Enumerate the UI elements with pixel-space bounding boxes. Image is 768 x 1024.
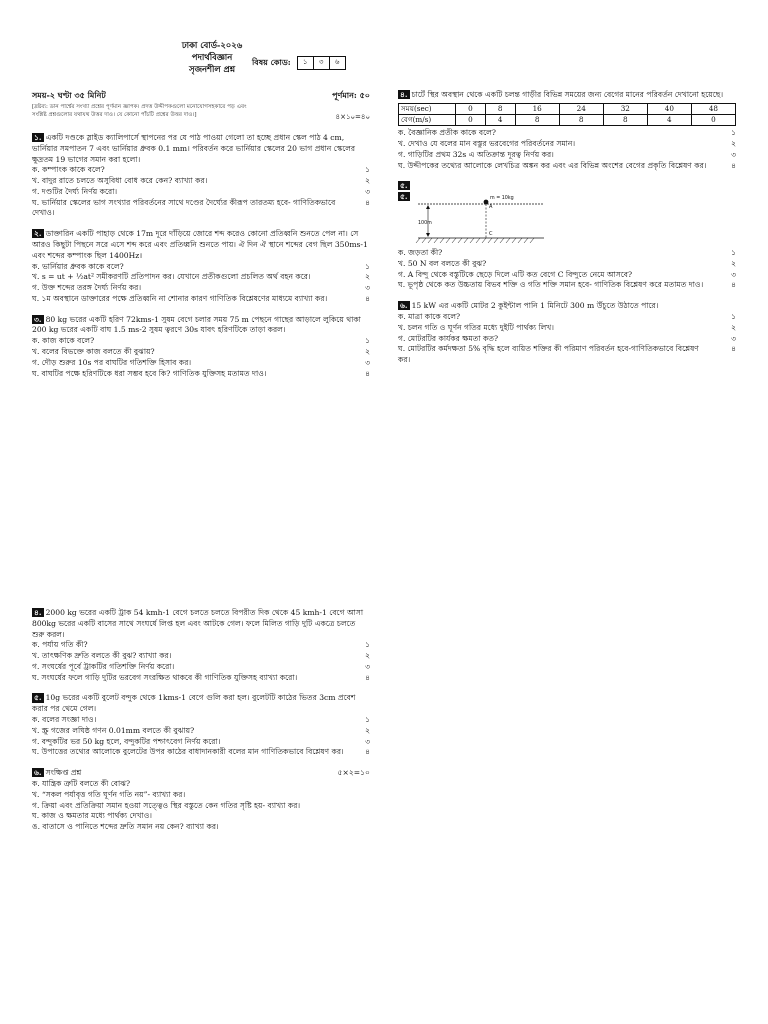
sub-question	[398, 323, 736, 334]
sub-question-text: ক. পর্যায় গতি কী?	[32, 640, 88, 650]
ground-hatch	[476, 238, 480, 243]
question-text: একটি দণ্ডকে স্লাইড ক্যালিপার্সে স্থাপনের পর যে পাঠ পাওয়া গেলো তা হচ্ছে প্রধান স্কেল পাঠ 4 cm, ভার্নিয়ার সমপাতন 7 এবং ভার্নিয়ার ধ্রুবক 0.1 mm। পরিবর্তন করে ভার্নিয়ার স্কেলের 20 ভাগ প্রধান স্কেলের ক্ষুদ্রতম 19 ভাগের সমান করা হলো।	[32, 132, 356, 164]
sub-question-marks: ২	[365, 272, 370, 282]
subject-title: পদার্থবিজ্ঞান	[191, 51, 233, 62]
ground-hatch	[494, 238, 498, 243]
question-marks: ৫×২=১০	[337, 768, 370, 778]
sub-question-text: গ. দৌড় শুরুর 10s পর বাঘটির গতিশক্তি হিসাব কর।	[32, 357, 192, 367]
table-cell: 8	[603, 115, 647, 126]
question-block	[398, 90, 736, 171]
sub-question-text: ঙ. বাতাসে ও পানিতে শব্দের দ্রুতি সমান নয় কেন? ব্যাখ্যা কর।	[32, 822, 219, 832]
sub-question	[32, 747, 370, 758]
sub-question-marks: ১	[731, 128, 736, 138]
sub-question	[398, 248, 736, 259]
sub-question-marks: ১	[731, 312, 736, 322]
sub-question-marks: ২	[365, 176, 370, 186]
sub-question-marks: ১	[365, 261, 370, 271]
sub-question-marks: ৪	[731, 160, 736, 170]
inclined-plane-diagram	[398, 192, 736, 248]
sub-question-marks: ১	[365, 165, 370, 175]
sub-question	[32, 651, 370, 662]
sub-question	[32, 822, 370, 833]
sub-question-marks: ২	[365, 347, 370, 357]
sub-question	[32, 779, 370, 790]
ground-hatch	[446, 238, 450, 243]
sub-question	[32, 198, 370, 220]
sub-question-marks: ৪	[731, 280, 736, 290]
table-cell: 4	[647, 115, 691, 126]
sub-question	[398, 334, 736, 345]
marks-summary: ৪×১০=৪০	[335, 113, 370, 122]
sub-question	[32, 187, 370, 198]
sub-question	[32, 336, 370, 347]
ground-hatch	[488, 238, 492, 243]
sub-question-marks: ২	[731, 258, 736, 268]
ground-hatch	[416, 238, 420, 243]
exam-time: সময়-২ ঘণ্টা ৩৫ মিনিট	[32, 90, 106, 100]
ground-hatch	[458, 238, 462, 243]
sub-question-marks: ৩	[365, 283, 370, 293]
sub-question	[32, 726, 370, 737]
sub-question	[398, 150, 736, 161]
sub-question	[32, 176, 370, 187]
sub-question	[398, 270, 736, 281]
sub-question-text: ক. বৈজ্ঞানিক প্রতীক কাকে বলে?	[398, 128, 496, 138]
question-number: ৬.	[400, 301, 408, 311]
sub-question-marks: ৩	[365, 736, 370, 746]
question-text: ডাক্তারিন একটি পাহাড় থেকে 17m দূরে দাঁড়িয়ে জোরে শব্দ করেও কোনো প্রতিধ্বনি শুনতে পেল না। সে আরও কিছুটা পিছনে সরে এসে শব্দ করে এবং প্রতিধ্বনি শুনতে পায়। ঐ দিন ঐ স্থানে শব্দের বেগ ছিল 350ms-1 এবং শব্দের কম্পাংক ছিল 1400Hz।	[32, 229, 368, 260]
sub-question-marks: ৩	[365, 661, 370, 671]
question-text: 2000 kg ভরের একটি ট্রাক 54 kmh-1 বেগে চলতে চলতে বিপরীত দিক থেকে 45 kmh-1 বেগে আসা 800kg ভরের একটি বাসের সাথে সংঘর্ষে লিপ্ত হল এবং আটকে গেল। ফলে মিলিত গাড়ি দুটি একত্রে চলতে শুরু করল।	[32, 608, 364, 639]
ground-hatch	[524, 238, 528, 243]
arrow-down-icon	[426, 233, 430, 237]
table-cell: 32	[603, 103, 647, 114]
velocity-time-table	[398, 103, 736, 126]
sub-question-marks: ২	[731, 322, 736, 332]
sub-question-marks: ৪	[365, 197, 370, 207]
sub-question-marks: ৪	[365, 672, 370, 682]
sub-question-text: ঘ. ভূপৃষ্ঠ থেকে কত উচ্চতায় বিভব শক্তি ও গতি শক্তি সমান হবে- গাণিতিক বিশ্লেষণ করে মতামত দাও।	[398, 280, 704, 290]
sub-question	[32, 272, 370, 283]
table-cell: 48	[691, 103, 735, 114]
question-list-right	[398, 90, 736, 366]
table-row-label: সময়(sec)	[399, 103, 456, 114]
sub-question-marks: ৩	[731, 333, 736, 343]
question-number: ২.	[34, 229, 42, 239]
sub-question-marks: ৪	[365, 747, 370, 757]
ground-hatch	[434, 238, 438, 243]
question-text: 80 kg ভরের একটি হরিণ 72kms-1 সুষম বেগে চলার সময় 75 m পেছনে গাছের আড়ালে লুকিয়ে থাকা 200 kg ভরের একটি বাঘ 1.5 ms-2 সুষম ত্বরণে 30s যাবৎ হরিণটিকে তাড়া করল।	[32, 314, 361, 335]
sub-question-text: ঘ. বাঘটির পক্ষে হরিণটিকে ধরা সম্ভব হবে কি? গাণিতিক যুক্তিসহ মতামত দাও।	[32, 368, 267, 378]
question-number: ৬.	[34, 768, 42, 778]
sub-question-marks: ৪	[365, 293, 370, 303]
sub-question-marks	[354, 801, 370, 812]
code-digit: ৩	[313, 57, 329, 69]
question-stem	[32, 608, 370, 640]
question-stem	[32, 133, 370, 165]
sub-question	[32, 358, 370, 369]
mass-label: m = 10kg	[489, 196, 514, 202]
question-block	[32, 608, 370, 683]
question-stem	[32, 229, 370, 261]
height-label: 100m	[417, 221, 432, 227]
sub-question-text: খ. বাদুর রাতে চলতে অসুবিধা বোধ করে কেন? ব্যাখ্যা কর।	[32, 176, 208, 186]
subject-code	[252, 56, 346, 70]
code-digit: ৬	[329, 57, 345, 69]
subject-code-box	[297, 56, 346, 70]
sub-question	[32, 262, 370, 273]
sub-question-text: গ. বন্দুকটির ভর 50 kg হলে, বন্দুকটির পশ্চাৎবেগ নির্ণয় করো।	[32, 736, 221, 746]
sub-question-text: ঘ. কাজ ও ক্ষমতার মধ্যে পার্থক্য দেখাও।	[32, 811, 153, 821]
question-text: 10g ভরের একটি বুলেট বন্দুক থেকে 1kms-1 বেগে গুলি করা হল। বুলেটটি কাঠের ভিতর 3cm প্রবেশ করার পর থেমে গেল।	[32, 693, 356, 714]
question-stem	[32, 693, 370, 715]
question-stem	[398, 301, 736, 312]
right-column	[398, 80, 736, 366]
question-number: ৫.	[400, 192, 408, 202]
sub-question-marks: ৩	[365, 357, 370, 367]
question-stem	[398, 181, 736, 192]
question-text: সংক্ষিপ্ত প্রশ্ন	[45, 768, 82, 778]
sub-question	[32, 662, 370, 673]
sub-question	[398, 344, 736, 366]
sub-question	[398, 280, 736, 291]
question-stem	[32, 768, 370, 779]
question-number: ৩.	[34, 314, 42, 324]
sub-question-text: গ. দণ্ডটির দৈর্ঘ্য নির্ণয় করো।	[32, 186, 118, 196]
ground-hatch	[506, 238, 510, 243]
table-cell: 8	[559, 115, 603, 126]
diagram-svg	[414, 194, 544, 246]
sub-question-text: ক. ভার্নিয়ার ধ্রুবক কাকে বলে?	[32, 261, 124, 271]
sub-question-marks: ৩	[365, 186, 370, 196]
ground-hatch	[482, 238, 486, 243]
question-list-left	[32, 133, 370, 379]
table-cell: 8	[485, 103, 515, 114]
sub-question-text: খ. চলন গতি ও ঘূর্ণন গতির মধ্যে দুইটি পার্থক্য লিখ।	[398, 322, 554, 332]
sub-question-text: খ. “সকল পর্যাবৃত্ত গতি ঘূর্ণন গতি নয়”- ব্যাখ্যা কর।	[32, 789, 186, 799]
question-block	[398, 301, 736, 366]
table-row	[399, 115, 736, 126]
sub-question-text: খ. স্ক্রু গজের লঘিষ্ঠ গণন 0.01mm বলতে কী বুঝায়?	[32, 725, 195, 735]
sub-question-text: গ. A বিন্দু থেকে বস্তুটিকে ছেড়ে দিলে এটি কত বেগে C বিন্দুতে নেমে আসবে?	[398, 269, 633, 279]
left-column	[32, 40, 370, 379]
time-marks-row	[32, 90, 370, 101]
sub-question-marks: ৩	[731, 149, 736, 159]
mass-ball	[483, 200, 488, 205]
sub-question-marks: ৩	[731, 269, 736, 279]
question-block	[32, 315, 370, 380]
question-number: ৫.	[400, 181, 408, 191]
sub-question-text: ক. মাত্রা কাকে বলে?	[398, 312, 461, 322]
sub-question-text: ঘ. ভার্নিয়ার স্কেলের ভাগ সংখ্যার পরিবর্তনের সাথে দণ্ডের দৈর্ঘ্যের কীরূপ তারতম্য হবে- গাণিতিকভাবে দেখাও।	[32, 197, 336, 218]
sub-question	[398, 139, 736, 150]
sub-question-marks	[354, 822, 370, 833]
arrow-up-icon	[426, 205, 430, 209]
table-cell: 24	[559, 103, 603, 114]
sub-question-text: গ. উক্ত শব্দের তরঙ্গ দৈর্ঘ্য নির্ণয় কর।	[32, 283, 142, 293]
table-cell: 0	[691, 115, 735, 126]
ground-hatch	[500, 238, 504, 243]
sub-question	[398, 259, 736, 270]
sub-question-text: খ. দেখাও যে বলের মান বস্তুর ভরবেগের পরিবর্তনের সমান।	[398, 139, 576, 148]
ground-hatch	[512, 238, 516, 243]
table-cell: 8	[515, 115, 559, 126]
table-cell: 0	[456, 103, 486, 114]
question-block	[32, 229, 370, 304]
ground-hatch	[428, 238, 432, 243]
sub-question-text: গ. সংঘর্ষের পূর্বে ট্রাকটির গতিশক্তি নির্ণয় করো।	[32, 661, 175, 671]
question-stem	[32, 315, 370, 337]
full-marks: পূর্ণমান: ৫০	[332, 90, 370, 100]
question-number: ৪.	[400, 90, 408, 99]
table-row-label: বেগ(m/s)	[399, 115, 456, 126]
sub-question	[32, 347, 370, 358]
question-number: ৪.	[34, 608, 42, 617]
sub-question	[32, 294, 370, 305]
sub-question-text: ক. বলের সংজ্ঞা দাও।	[32, 715, 97, 725]
sub-question	[32, 369, 370, 380]
ground-hatch	[530, 238, 534, 243]
left-column-lower	[32, 598, 370, 833]
table-cell: 40	[647, 103, 691, 114]
ground-hatch	[518, 238, 522, 243]
sub-question	[32, 737, 370, 748]
board-title: ঢাকা বোর্ড-২০২৬	[181, 40, 243, 50]
question-number: ৫.	[34, 693, 42, 703]
sub-question	[32, 790, 370, 801]
sub-question-text: ক. কাজ কাকে বলে?	[32, 336, 95, 346]
question-block	[32, 133, 370, 219]
sub-question-text: ঘ. ১ম অবস্থানে ডাক্তারের পক্ষে প্রতিধ্বনি না শোনার কারণ গাণিতিক বিশ্লেষণের মাধ্যমে ব্যাখ্যা কর।	[32, 293, 328, 303]
sub-question	[32, 811, 370, 822]
sub-question	[398, 312, 736, 323]
table-cell: 4	[485, 115, 515, 126]
ground-hatch	[470, 238, 474, 243]
question-block	[32, 693, 370, 758]
subject-code-label: বিষয় কোড:	[252, 57, 291, 68]
question-list-left-lower	[32, 608, 370, 833]
sub-question-marks: ১	[365, 640, 370, 650]
sub-question-text: গ. গাড়িটির প্রথম 32s এ অতিক্রান্ত দূরত্ব নির্ণয় কর।	[398, 149, 554, 159]
table-row	[399, 103, 736, 114]
sub-question	[32, 165, 370, 176]
sub-question	[398, 161, 736, 172]
sub-question-text: খ. বলের বিভক্তে কাজ বলতে কী বুঝায়?	[32, 347, 155, 357]
code-digit: ১	[302, 58, 308, 67]
paper-type: সৃজনশীল প্রশ্ন	[188, 63, 236, 74]
sub-question-text: ক. জড়তা কী?	[398, 248, 443, 258]
instruction-note: [দ্রষ্টব্য: ডান পার্শ্বের সংখ্যা প্রশ্নের পূর্ণমান জ্ঞাপক। প্রদত্ত উদ্দীপকগুলো মনোযোগসহকারে পড় এবং সংশ্লিষ্ট প্রশ্নগুলোর যথাযথ উত্তর দাও। যে কোনো পাঁচটি প্রশ্নের উত্তর দাও।]	[32, 104, 247, 119]
table-cell: 16	[515, 103, 559, 114]
sub-question-marks: ৪	[365, 368, 370, 378]
ground-hatch	[464, 238, 468, 243]
sub-question-text: খ. তাৎক্ষণিক দ্রুতি বলতে কী বুঝ? ব্যাখ্যা কর।	[32, 651, 172, 661]
sub-question	[32, 673, 370, 684]
sub-question-text: খ. 50 N বল বলতে কী বুঝ?	[398, 258, 487, 268]
table-cell: 0	[456, 115, 486, 126]
sub-question-marks	[354, 790, 370, 801]
sub-question-marks: ২	[365, 651, 370, 661]
sub-question-marks: ১	[365, 336, 370, 346]
sub-question-marks: ২	[365, 725, 370, 735]
ground-hatch	[422, 238, 426, 243]
sub-question-text: ঘ. উপাত্তের তথ্যের আলোকে বুলেটের উপর কাঠের বাধাদানকারী বলের মান গাণিতিকভাবে বিশ্লেষণ কর।	[32, 747, 344, 757]
sub-question-text: ক. কম্পাংক কাকে বলে?	[32, 165, 105, 175]
ground-hatch	[440, 238, 444, 243]
sub-question-marks	[354, 811, 370, 822]
sub-question-marks: ১	[731, 248, 736, 258]
sub-question-marks	[354, 779, 370, 790]
question-text: চার্টে স্থির অবস্থান থেকে একটি চলন্ত গাড়ীর বিভিন্ন সময়ের জন্য বেগের মানের পরিবর্তন দেখানো হয়েছে।	[411, 90, 724, 99]
question-block	[398, 181, 736, 291]
question-text: 15 kW এর একটি মোটর 2 কুইন্টাল পানি 1 মিনিটে 300 m উঁচুতে উঠাতে পারে।	[411, 301, 659, 311]
sub-question-text: ঘ. উদ্দীপকের তথ্যের আলোকে লেখচিত্র অঙ্কন কর এবং এর বিভিন্ন অংশের বেগের প্রকৃতি বিশ্লেষণ কর।	[398, 160, 707, 170]
point-a-label: A	[488, 204, 492, 211]
question-block	[32, 768, 370, 833]
sub-question-text: ঘ. মোটরটির কর্মদক্ষতা 5% বৃদ্ধি হলে ব্যয়িত শক্তির কী পরিমাণ পরিবর্তন হবে-গাণিতিকভাবে বিশ্লেষণ কর।	[398, 344, 699, 365]
ground-hatch	[452, 238, 456, 243]
sub-question	[398, 128, 736, 139]
sub-question	[32, 640, 370, 651]
question-number: ১.	[34, 132, 42, 142]
sub-question-marks: ৪	[731, 344, 736, 354]
sub-question	[32, 801, 370, 812]
sub-question-marks: ১	[365, 715, 370, 725]
sub-question-text: গ. ক্রিয়া এবং প্রতিক্রিয়া সমান হওয়া সত্ত্বেও স্থির বস্তুতে কেন গতির সৃষ্টি হয়- ব্যাখ্যা কর।	[32, 800, 301, 810]
sub-question-text: খ. s = ut + ½at² সমীকরণটি প্রতিপাদন কর। যেখানে প্রতীকগুলো প্রচলিত অর্থ বহন করে।	[32, 272, 311, 282]
sub-question	[32, 715, 370, 726]
sub-question-marks: ২	[731, 139, 736, 148]
sub-question	[32, 283, 370, 294]
sub-question-text: গ. মোটরটির কার্যকর ক্ষমতা কত?	[398, 333, 499, 343]
sub-question-text: ক. যান্ত্রিক ত্রুটি বলতে কী বোঝ?	[32, 778, 131, 788]
exam-header	[32, 40, 370, 88]
point-c-label: C	[488, 231, 493, 238]
sub-question-text: ঘ. সংঘর্ষের ফলে গাড়ি দুটির ভরবেগ সংরক্ষিত থাকবে কী গাণিতিক যুক্তিসহ ব্যাখ্যা করো।	[32, 672, 298, 682]
question-stem	[398, 90, 736, 101]
